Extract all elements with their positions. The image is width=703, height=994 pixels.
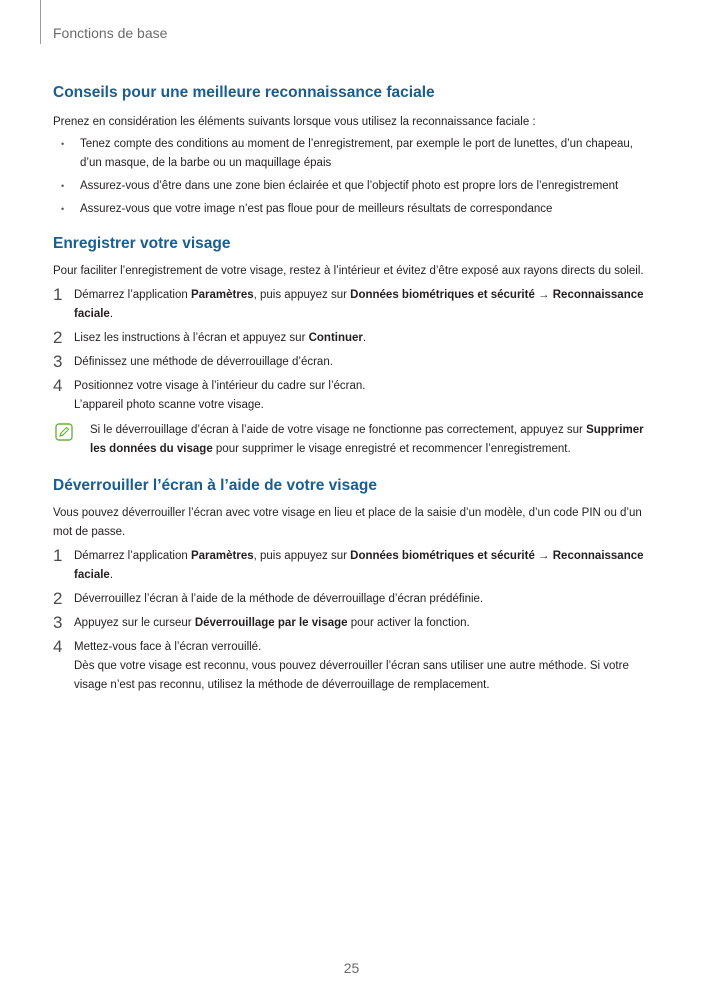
step-item: 2 Déverrouillez l’écran à l’aide de la méthode de déverrouillage d’écran prédéfinie.	[53, 589, 484, 608]
section-title-unlock: Déverrouiller l’écran à l’aide de votre visage	[53, 477, 377, 494]
note-box: Si le déverrouillage d’écran à l’aide de votre visage ne fonctionne pas correctement, appuyez sur Supprimer les données du visage pour supprimer le visage enregistré et recommencer l’enregistrement.	[53, 421, 653, 459]
tips-intro: Prenez en considération les éléments suivants lorsque vous utilisez la reconnaissance faciale :	[53, 116, 536, 128]
list-item: • Assurez-vous que votre image n’est pas floue pour de meilleurs résultats de correspondance	[53, 200, 653, 219]
menu-path-biometrics: Données biométriques et sécurité	[350, 550, 535, 562]
unlock-intro: Vous pouvez déverrouiller l’écran avec votre visage en lieu et place de la saisie d’un modèle, d’un code PIN ou d’un mot de passe.	[53, 507, 642, 538]
step-item: 1 Démarrez l’application Paramètres, puis appuyez sur Données biométriques et sécurité → Reconnaissance faciale.	[53, 285, 644, 320]
step-number: 4	[53, 376, 63, 395]
step-number: 2	[53, 328, 63, 347]
list-item: • Assurez-vous d’être dans une zone bien éclairée et que l’objectif photo est propre lors de l’enregistrement	[53, 177, 653, 196]
step-item: 4 Positionnez votre visage à l’intérieur du cadre sur l’écran. L’appareil photo scanne votre visage.	[53, 376, 366, 411]
list-item: • Tenez compte des conditions au moment de l’enregistrement, par exemple le port de lunettes, d’un chapeau, d’un masque, de la barbe ou un maquillage épais	[53, 135, 653, 173]
unlock-steps	[53, 547, 653, 695]
delete-face-data-label: Supprimer les données du visage	[90, 424, 644, 455]
step-number: 2	[53, 589, 63, 608]
step-number: 1	[53, 285, 63, 304]
step-item: 2 Lisez les instructions à l’écran et appuyez sur Continuer.	[53, 328, 367, 347]
step-number: 4	[53, 637, 63, 656]
menu-path-settings: Paramètres	[190, 550, 254, 562]
page-content	[53, 82, 653, 695]
menu-path-settings: Paramètres	[190, 289, 254, 301]
pencil-note-icon	[55, 423, 73, 441]
step-item: 4 Mettez-vous face à l’écran verrouillé. Dès que votre visage est reconnu, vous pouvez déverrouiller l’écran sans utiliser une autre méthode. Si votre visage n’est pas reconnu, utilisez la méthode de déverrouillage de remplacement.	[53, 637, 629, 691]
page-number: 25	[343, 960, 360, 976]
step-item: 3 Appuyez sur le curseur Déverrouillage par le visage pour activer la fonction.	[53, 613, 470, 632]
running-head: Fonctions de base	[53, 25, 168, 41]
tips-list	[53, 135, 653, 219]
menu-path-biometrics: Données biométriques et sécurité	[350, 289, 535, 301]
register-steps	[53, 286, 653, 415]
step-number: 1	[53, 546, 63, 565]
register-intro: Pour faciliter l’enregistrement de votre visage, restez à l’intérieur et évitez d’être exposé aux rayons directs du soleil.	[53, 265, 644, 277]
header-rule	[40, 0, 41, 44]
step-number: 3	[53, 613, 63, 632]
step-number: 3	[53, 352, 63, 371]
menu-path-face-recognition: Reconnaissance faciale	[74, 550, 644, 581]
section-title-register: Enregistrer votre visage	[53, 235, 231, 252]
step-item: 1 Démarrez l’application Paramètres, puis appuyez sur Données biométriques et sécurité → Reconnaissance faciale.	[53, 546, 644, 581]
section-title-tips: Conseils pour une meilleure reconnaissance faciale	[53, 84, 435, 101]
continue-label: Continuer	[308, 332, 363, 344]
face-unlock-switch-label: Déverrouillage par le visage	[194, 617, 348, 629]
menu-path-face-recognition: Reconnaissance faciale	[74, 289, 644, 320]
step-item: 3 Définissez une méthode de déverrouillage d’écran.	[53, 352, 333, 371]
